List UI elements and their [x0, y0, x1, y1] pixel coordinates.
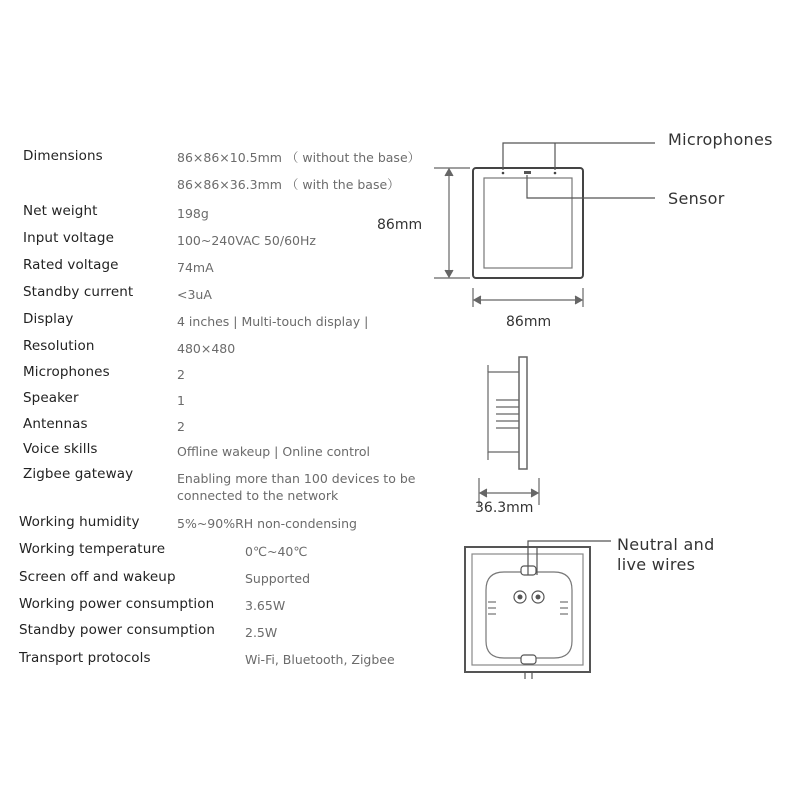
- spec-value-resolution: 480×480: [177, 341, 236, 356]
- spec-label-rated-voltage: Rated voltage: [23, 257, 119, 273]
- spec-value-voice-skills: Offline wakeup | Online control: [177, 444, 370, 459]
- spec-value-rated-voltage: 74mA: [177, 260, 214, 275]
- terminal-left-inner: [518, 595, 523, 600]
- spec-value-standby-power: 2.5W: [245, 625, 278, 640]
- spec-value-input-voltage: 100~240VAC 50/60Hz: [177, 233, 316, 248]
- spec-value-dimensions-2: 86×86×36.3mm （ with the base）: [177, 177, 400, 192]
- terminal-right-inner: [536, 595, 541, 600]
- callout-wires-line-1: Neutral and: [617, 535, 715, 554]
- spec-value-microphones: 2: [177, 367, 185, 382]
- callout-microphones: Microphones: [668, 130, 773, 149]
- spec-value-working-humidity: 5%~90%RH non-condensing: [177, 516, 357, 531]
- spec-label-standby-power: Standby power consumption: [19, 622, 216, 638]
- spec-label-screen-off-wakeup: Screen off and wakeup: [19, 569, 176, 585]
- width-dimension-label: 86mm: [506, 314, 552, 330]
- front-view-device: [473, 168, 583, 278]
- spec-label-speaker: Speaker: [23, 390, 79, 406]
- spec-value-dimensions-1: 86×86×10.5mm （ without the base）: [177, 150, 421, 165]
- microphones-leader-line: [503, 143, 655, 170]
- spec-value-working-temperature: 0℃~40℃: [245, 544, 308, 559]
- spec-value-antennas: 2: [177, 419, 185, 434]
- width-dimension-line: [473, 288, 583, 307]
- spec-label-transport-protocols: Transport protocols: [19, 650, 151, 666]
- callout-sensor: Sensor: [668, 189, 725, 208]
- spec-label-dimensions: Dimensions: [23, 148, 103, 164]
- spec-label-zigbee-gateway: Zigbee gateway: [23, 466, 134, 482]
- spec-label-working-humidity: Working humidity: [19, 514, 140, 530]
- spec-label-microphones: Microphones: [23, 364, 110, 380]
- spec-label-input-voltage: Input voltage: [23, 230, 114, 246]
- spec-value-transport-protocols: Wi-Fi, Bluetooth, Zigbee: [245, 652, 395, 667]
- spec-value-zigbee-gateway-1: Enabling more than 100 devices to be: [177, 471, 416, 486]
- spec-label-standby-current: Standby current: [23, 284, 134, 300]
- spec-value-speaker: 1: [177, 393, 185, 408]
- callout-wires-line-2: live wires: [617, 555, 696, 574]
- spec-label-display: Display: [23, 311, 74, 327]
- spec-value-standby-current: <3uA: [177, 287, 212, 302]
- spec-value-display: 4 inches | Multi-touch display |: [177, 314, 369, 329]
- spec-label-working-power: Working power consumption: [19, 596, 215, 612]
- spec-value-net-weight: 198g: [177, 206, 209, 221]
- spec-label-antennas: Antennas: [23, 416, 88, 432]
- depth-dimension-label: 36.3mm: [475, 500, 534, 516]
- height-dimension-line: [434, 168, 470, 278]
- microphone-dot-left: [502, 172, 505, 175]
- spec-value-screen-off-wakeup: Supported: [245, 571, 311, 586]
- height-dimension-label: 86mm: [377, 217, 423, 233]
- side-view-device: [488, 357, 527, 469]
- microphone-dot-right: [554, 172, 557, 175]
- spec-label-working-temperature: Working temperature: [19, 541, 166, 557]
- sensor-dot: [524, 171, 531, 174]
- spec-label-net-weight: Net weight: [23, 203, 98, 219]
- spec-value-zigbee-gateway-2: connected to the network: [177, 488, 339, 503]
- spec-value-working-power: 3.65W: [245, 598, 286, 613]
- spec-label-voice-skills: Voice skills: [23, 441, 98, 457]
- spec-label-resolution: Resolution: [23, 338, 95, 354]
